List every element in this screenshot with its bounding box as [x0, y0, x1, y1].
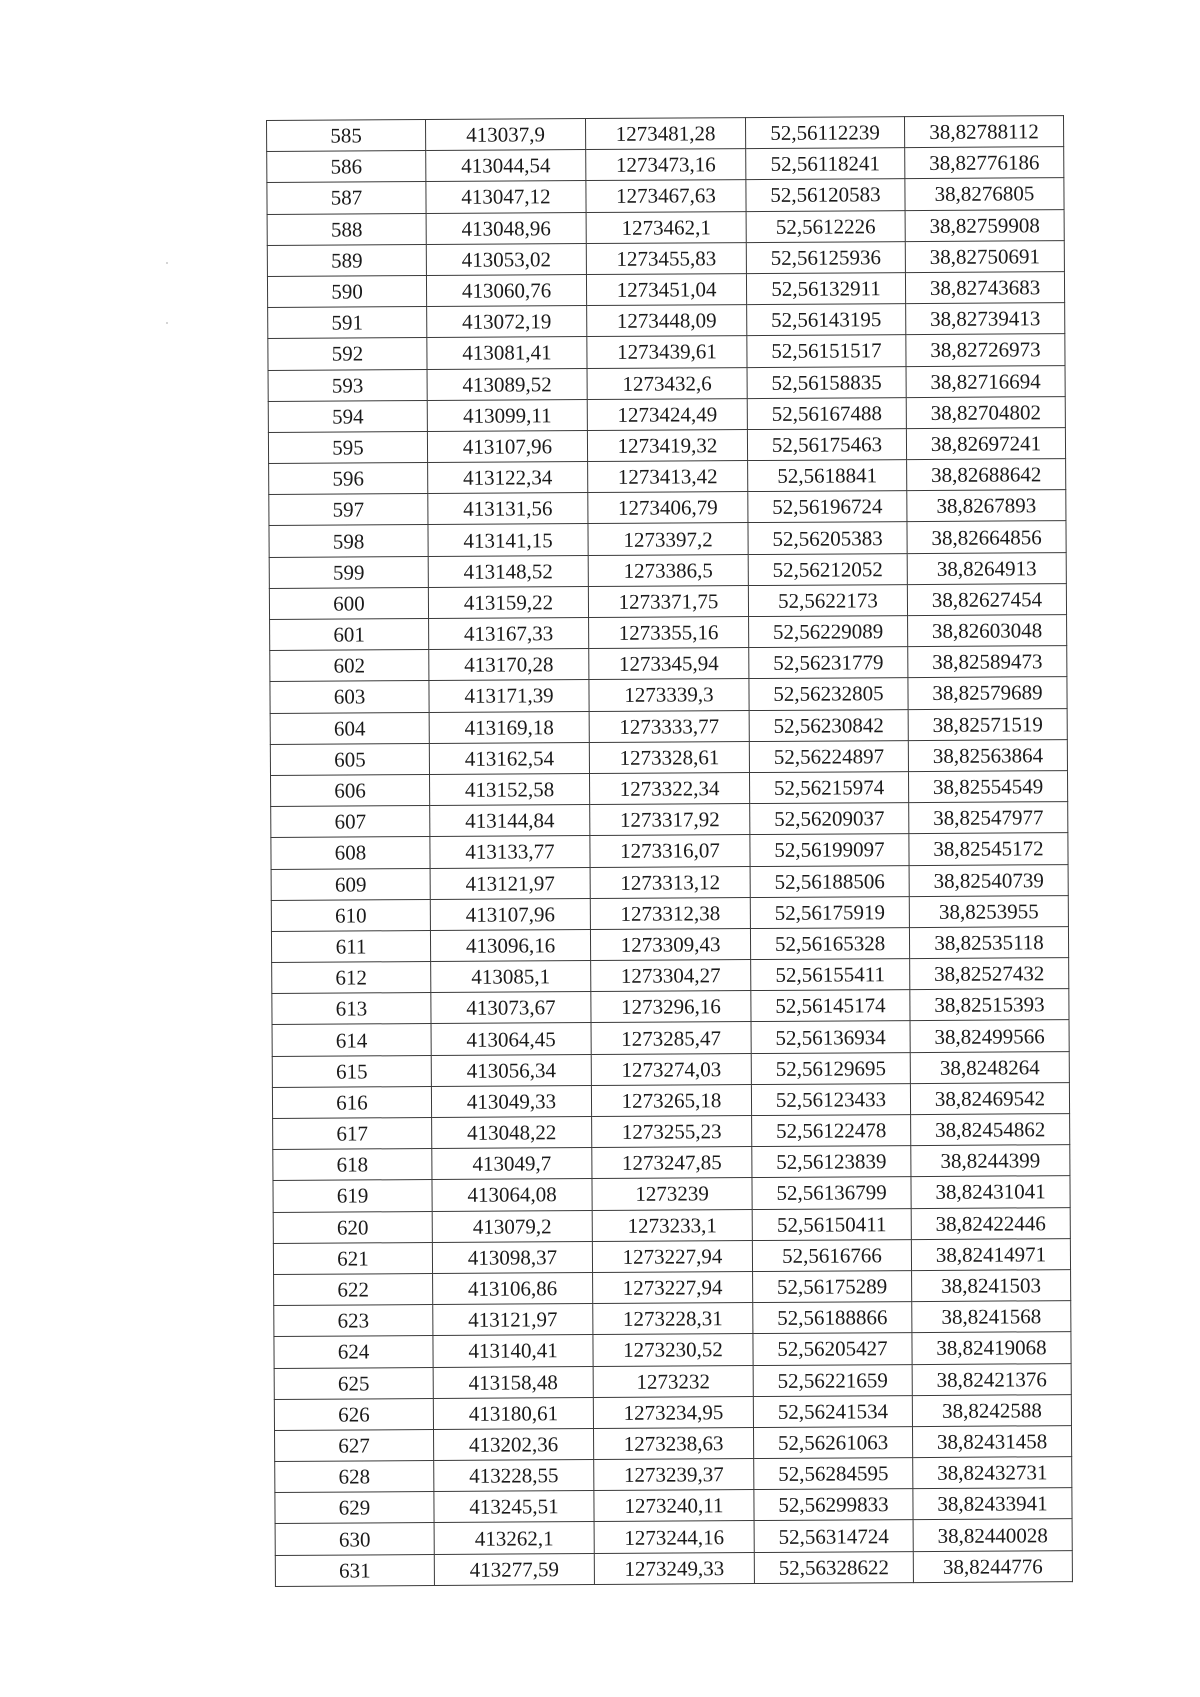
x-coordinate-cell: 413121,97: [433, 1304, 593, 1336]
latitude-cell: 52,56215974: [749, 772, 908, 804]
table-row: [267, 272, 1064, 308]
x-coordinate-cell: 413152,58: [430, 773, 590, 805]
x-coordinate-cell: 413107,96: [430, 898, 590, 930]
y-coordinate-cell: 1273333,77: [589, 710, 749, 742]
longitude-cell: 38,82688642: [907, 459, 1066, 491]
point-number-cell: 621: [273, 1242, 432, 1274]
table-row: [272, 1051, 1069, 1087]
point-number-cell: 622: [274, 1273, 433, 1305]
y-coordinate-cell: 1273309,43: [590, 928, 750, 960]
x-coordinate-cell: 413073,67: [431, 992, 591, 1024]
y-coordinate-cell: 1273238,63: [593, 1427, 753, 1459]
longitude-cell: 38,8244399: [911, 1145, 1070, 1177]
x-coordinate-cell: 413096,16: [430, 929, 590, 961]
point-number-cell: 616: [272, 1086, 431, 1118]
table-row: [267, 147, 1064, 183]
longitude-cell: 38,8244776: [913, 1550, 1072, 1582]
y-coordinate-cell: 1273285,47: [591, 1022, 751, 1054]
longitude-cell: 38,82515393: [910, 989, 1069, 1021]
latitude-cell: 52,56261063: [753, 1426, 912, 1458]
x-coordinate-cell: 413047,12: [426, 181, 586, 213]
x-coordinate-cell: 413245,51: [434, 1491, 594, 1523]
longitude-cell: 38,82571519: [908, 708, 1067, 740]
table-row: [271, 895, 1068, 931]
y-coordinate-cell: 1273322,34: [589, 772, 749, 804]
x-coordinate-cell: 413049,7: [432, 1148, 592, 1180]
latitude-cell: 52,56112239: [745, 117, 904, 149]
longitude-cell: 38,82469542: [910, 1082, 1069, 1114]
point-number-cell: 623: [274, 1305, 433, 1337]
table-row: [269, 490, 1066, 526]
latitude-cell: 52,56205383: [748, 522, 907, 554]
latitude-cell: 52,56145174: [751, 990, 910, 1022]
longitude-cell: 38,82554549: [908, 771, 1067, 803]
point-number-cell: 602: [270, 650, 429, 682]
point-number-cell: 611: [271, 930, 430, 962]
y-coordinate-cell: 1273424,49: [587, 398, 747, 430]
longitude-cell: 38,82716694: [906, 365, 1065, 397]
x-coordinate-cell: 413107,96: [427, 430, 587, 462]
longitude-cell: 38,8248264: [910, 1051, 1069, 1083]
table-row: [270, 615, 1067, 651]
table-row: [273, 1114, 1070, 1150]
scan-speck: [166, 322, 168, 324]
y-coordinate-cell: 1273397,2: [588, 523, 748, 555]
table-row: [273, 1238, 1070, 1274]
longitude-cell: 38,82535118: [909, 926, 1068, 958]
latitude-cell: 52,56196724: [748, 491, 907, 523]
point-number-cell: 608: [271, 837, 430, 869]
longitude-cell: 38,82603048: [908, 615, 1067, 647]
table-row: [275, 1457, 1072, 1493]
y-coordinate-cell: 1273406,79: [588, 492, 748, 524]
longitude-cell: 38,82527432: [910, 958, 1069, 990]
point-number-cell: 629: [275, 1492, 434, 1524]
latitude-cell: 52,56136799: [752, 1177, 911, 1209]
table-row: [272, 958, 1069, 994]
longitude-cell: 38,82422446: [911, 1207, 1070, 1239]
latitude-cell: 52,56167488: [747, 397, 906, 429]
table-row: [268, 334, 1065, 370]
table-row: [275, 1488, 1072, 1524]
point-number-cell: 610: [271, 899, 430, 931]
table-row: [267, 178, 1064, 214]
x-coordinate-cell: 413167,33: [429, 618, 589, 650]
latitude-cell: 52,56123433: [751, 1083, 910, 1115]
table-row: [274, 1394, 1071, 1430]
x-coordinate-cell: 413148,52: [428, 555, 588, 587]
y-coordinate-cell: 1273355,16: [589, 617, 749, 649]
point-number-cell: 587: [267, 182, 426, 214]
table-row: [271, 802, 1068, 838]
table-row: [273, 1207, 1070, 1243]
table-row: [272, 1082, 1069, 1118]
y-coordinate-cell: 1273234,95: [593, 1396, 753, 1428]
table-row: [268, 365, 1065, 401]
longitude-cell: 38,8242588: [912, 1394, 1071, 1426]
latitude-cell: 52,56221659: [753, 1364, 912, 1396]
longitude-cell: 38,8267893: [907, 490, 1066, 522]
point-number-cell: 601: [270, 619, 429, 651]
table-row: [267, 209, 1064, 245]
y-coordinate-cell: 1273239,37: [594, 1459, 754, 1491]
point-number-cell: 599: [269, 556, 428, 588]
table-row: [271, 864, 1068, 900]
point-number-cell: 595: [268, 431, 427, 463]
x-coordinate-cell: 413048,96: [426, 212, 586, 244]
table-row: [273, 1145, 1070, 1181]
table-row: [268, 427, 1065, 463]
latitude-cell: 52,56212052: [748, 553, 907, 585]
coordinates-table: [266, 115, 1073, 1587]
x-coordinate-cell: 413098,37: [432, 1241, 592, 1273]
table-row: [274, 1363, 1071, 1399]
x-coordinate-cell: 413099,11: [427, 399, 587, 431]
table-row: [268, 396, 1065, 432]
y-coordinate-cell: 1273304,27: [591, 960, 751, 992]
x-coordinate-cell: 413048,22: [432, 1117, 592, 1149]
longitude-cell: 38,82627454: [907, 583, 1066, 615]
x-coordinate-cell: 413081,41: [427, 337, 587, 369]
y-coordinate-cell: 1273328,61: [589, 741, 749, 773]
latitude-cell: 52,56143195: [747, 304, 906, 336]
point-number-cell: 594: [268, 400, 427, 432]
table-row: [269, 583, 1066, 619]
point-number-cell: 585: [267, 120, 426, 152]
y-coordinate-cell: 1273481,28: [585, 118, 745, 150]
x-coordinate-cell: 413072,19: [427, 306, 587, 338]
coordinates-table-body: [267, 116, 1073, 1587]
y-coordinate-cell: 1273313,12: [590, 866, 750, 898]
x-coordinate-cell: 413121,97: [430, 867, 590, 899]
x-coordinate-cell: 413049,33: [431, 1085, 591, 1117]
y-coordinate-cell: 1273239: [592, 1178, 752, 1210]
latitude-cell: 52,56314724: [754, 1520, 913, 1552]
point-number-cell: 603: [270, 681, 429, 713]
table-row: [269, 521, 1066, 557]
longitude-cell: 38,82579689: [908, 677, 1067, 709]
latitude-cell: 52,56188866: [753, 1302, 912, 1334]
point-number-cell: 628: [275, 1461, 434, 1493]
y-coordinate-cell: 1273232: [593, 1365, 753, 1397]
latitude-cell: 52,56175919: [750, 896, 909, 928]
longitude-cell: 38,8276805: [905, 178, 1064, 210]
point-number-cell: 588: [267, 213, 426, 245]
latitude-cell: 52,56241534: [753, 1395, 912, 1427]
latitude-cell: 52,56150411: [752, 1208, 911, 1240]
y-coordinate-cell: 1273227,94: [593, 1271, 753, 1303]
y-coordinate-cell: 1273317,92: [590, 804, 750, 836]
point-number-cell: 613: [272, 993, 431, 1025]
latitude-cell: 52,56230842: [749, 709, 908, 741]
y-coordinate-cell: 1273371,75: [588, 585, 748, 617]
table-row: [271, 926, 1068, 962]
x-coordinate-cell: 413106,86: [433, 1272, 593, 1304]
y-coordinate-cell: 1273244,16: [594, 1521, 754, 1553]
latitude-cell: 52,56284595: [754, 1458, 913, 1490]
y-coordinate-cell: 1273247,85: [592, 1147, 752, 1179]
point-number-cell: 604: [270, 712, 429, 744]
table-row: [270, 646, 1067, 682]
y-coordinate-cell: 1273227,94: [592, 1240, 752, 1272]
longitude-cell: 38,8241568: [912, 1301, 1071, 1333]
table-row: [271, 771, 1068, 807]
point-number-cell: 631: [275, 1554, 434, 1586]
longitude-cell: 38,82432731: [913, 1457, 1072, 1489]
x-coordinate-cell: 413131,56: [428, 493, 588, 525]
table-row: [272, 989, 1069, 1025]
y-coordinate-cell: 1273316,07: [590, 835, 750, 867]
y-coordinate-cell: 1273296,16: [591, 991, 751, 1023]
latitude-cell: 52,5612226: [746, 210, 905, 242]
y-coordinate-cell: 1273255,23: [592, 1116, 752, 1148]
table-row: [275, 1425, 1072, 1461]
x-coordinate-cell: 413277,59: [434, 1553, 594, 1585]
latitude-cell: 52,56205427: [753, 1333, 912, 1365]
y-coordinate-cell: 1273240,11: [594, 1490, 754, 1522]
longitude-cell: 38,82739413: [906, 303, 1065, 335]
latitude-cell: 52,56136934: [751, 1021, 910, 1053]
latitude-cell: 52,5622173: [748, 584, 907, 616]
latitude-cell: 52,5616766: [752, 1239, 911, 1271]
longitude-cell: 38,82759908: [905, 209, 1064, 241]
y-coordinate-cell: 1273233,1: [592, 1209, 752, 1241]
point-number-cell: 606: [271, 774, 430, 806]
x-coordinate-cell: 413056,34: [431, 1054, 591, 1086]
x-coordinate-cell: 413044,54: [426, 150, 586, 182]
x-coordinate-cell: 413170,28: [429, 649, 589, 681]
longitude-cell: 38,82419068: [912, 1332, 1071, 1364]
y-coordinate-cell: 1273312,38: [590, 897, 750, 929]
y-coordinate-cell: 1273249,33: [594, 1552, 754, 1584]
point-number-cell: 596: [269, 463, 428, 495]
point-number-cell: 609: [271, 868, 430, 900]
point-number-cell: 598: [269, 525, 428, 557]
latitude-cell: 52,56120583: [746, 179, 905, 211]
y-coordinate-cell: 1273448,09: [587, 305, 747, 337]
table-row: [267, 116, 1064, 152]
x-coordinate-cell: 413228,55: [434, 1460, 594, 1492]
y-coordinate-cell: 1273228,31: [593, 1303, 753, 1335]
table-row: [275, 1519, 1072, 1555]
point-number-cell: 617: [273, 1118, 432, 1150]
table-row: [275, 1550, 1072, 1586]
table-row: [269, 552, 1066, 588]
point-number-cell: 620: [273, 1211, 432, 1243]
x-coordinate-cell: 413162,54: [429, 742, 589, 774]
latitude-cell: 52,56175289: [753, 1271, 912, 1303]
longitude-cell: 38,82414971: [911, 1238, 1070, 1270]
point-number-cell: 625: [274, 1367, 433, 1399]
latitude-cell: 52,56123839: [752, 1146, 911, 1178]
latitude-cell: 52,56328622: [754, 1551, 913, 1583]
y-coordinate-cell: 1273345,94: [589, 648, 749, 680]
y-coordinate-cell: 1273462,1: [586, 211, 746, 243]
point-number-cell: 590: [267, 275, 426, 307]
point-number-cell: 591: [268, 307, 427, 339]
table-row: [268, 303, 1065, 339]
scan-speck: [166, 262, 168, 264]
point-number-cell: 618: [273, 1149, 432, 1181]
point-number-cell: 589: [267, 244, 426, 276]
longitude-cell: 38,82547977: [909, 802, 1068, 834]
x-coordinate-cell: 413064,45: [431, 1023, 591, 1055]
longitude-cell: 38,82433941: [913, 1488, 1072, 1520]
y-coordinate-cell: 1273467,63: [586, 180, 746, 212]
longitude-cell: 38,82421376: [912, 1363, 1071, 1395]
y-coordinate-cell: 1273439,61: [587, 336, 747, 368]
x-coordinate-cell: 413133,77: [430, 836, 590, 868]
longitude-cell: 38,82788112: [904, 116, 1063, 148]
longitude-cell: 38,82664856: [907, 521, 1066, 553]
latitude-cell: 52,56224897: [749, 740, 908, 772]
longitude-cell: 38,82545172: [909, 833, 1068, 865]
longitude-cell: 38,82589473: [908, 646, 1067, 678]
longitude-cell: 38,8264913: [907, 552, 1066, 584]
y-coordinate-cell: 1273386,5: [588, 554, 748, 586]
y-coordinate-cell: 1273274,03: [591, 1053, 751, 1085]
x-coordinate-cell: 413202,36: [434, 1428, 594, 1460]
y-coordinate-cell: 1273265,18: [591, 1084, 751, 1116]
longitude-cell: 38,82431458: [912, 1425, 1071, 1457]
point-number-cell: 619: [273, 1180, 432, 1212]
point-number-cell: 597: [269, 494, 428, 526]
latitude-cell: 52,56188506: [750, 865, 909, 897]
latitude-cell: 52,56151517: [747, 335, 906, 367]
x-coordinate-cell: 413140,41: [433, 1335, 593, 1367]
table-row: [270, 708, 1067, 744]
point-number-cell: 586: [267, 151, 426, 183]
latitude-cell: 52,56129695: [751, 1052, 910, 1084]
x-coordinate-cell: 413141,15: [428, 524, 588, 556]
point-number-cell: 627: [275, 1429, 434, 1461]
y-coordinate-cell: 1273339,3: [589, 679, 749, 711]
table-row: [274, 1270, 1071, 1306]
latitude-cell: 52,56175463: [747, 428, 906, 460]
x-coordinate-cell: 413089,52: [427, 368, 587, 400]
x-coordinate-cell: 413037,9: [426, 119, 586, 151]
x-coordinate-cell: 413262,1: [434, 1522, 594, 1554]
latitude-cell: 52,56199097: [750, 834, 909, 866]
longitude-cell: 38,82440028: [913, 1519, 1072, 1551]
x-coordinate-cell: 413060,76: [426, 274, 586, 306]
latitude-cell: 52,56229089: [749, 616, 908, 648]
latitude-cell: 52,56125936: [746, 241, 905, 273]
x-coordinate-cell: 413079,2: [432, 1210, 592, 1242]
y-coordinate-cell: 1273432,6: [587, 367, 747, 399]
point-number-cell: 614: [272, 1024, 431, 1056]
table-row: [270, 677, 1067, 713]
table-row: [267, 240, 1064, 276]
table-row: [271, 833, 1068, 869]
x-coordinate-cell: 413169,18: [429, 711, 589, 743]
latitude-cell: 52,56165328: [750, 927, 909, 959]
table-row: [272, 1020, 1069, 1056]
y-coordinate-cell: 1273473,16: [586, 149, 746, 181]
y-coordinate-cell: 1273451,04: [586, 274, 746, 306]
x-coordinate-cell: 413122,34: [428, 462, 588, 494]
x-coordinate-cell: 413053,02: [426, 243, 586, 275]
table-row: [274, 1301, 1071, 1337]
y-coordinate-cell: 1273419,32: [587, 429, 747, 461]
point-number-cell: 624: [274, 1336, 433, 1368]
point-number-cell: 605: [270, 743, 429, 775]
latitude-cell: 52,56209037: [750, 803, 909, 835]
x-coordinate-cell: 413159,22: [428, 586, 588, 618]
y-coordinate-cell: 1273230,52: [593, 1334, 753, 1366]
latitude-cell: 52,5618841: [748, 460, 907, 492]
y-coordinate-cell: 1273413,42: [588, 461, 748, 493]
table-row: [273, 1176, 1070, 1212]
table-row: [269, 459, 1066, 495]
point-number-cell: 592: [268, 338, 427, 370]
y-coordinate-cell: 1273455,83: [586, 242, 746, 274]
longitude-cell: 38,82431041: [911, 1176, 1070, 1208]
latitude-cell: 52,56299833: [754, 1489, 913, 1521]
latitude-cell: 52,56132911: [746, 273, 905, 305]
longitude-cell: 38,82726973: [906, 334, 1065, 366]
point-number-cell: 607: [271, 806, 430, 838]
latitude-cell: 52,56232805: [749, 678, 908, 710]
x-coordinate-cell: 413180,61: [433, 1397, 593, 1429]
longitude-cell: 38,82454862: [911, 1114, 1070, 1146]
longitude-cell: 38,82499566: [910, 1020, 1069, 1052]
longitude-cell: 38,8253955: [909, 895, 1068, 927]
table-row: [274, 1332, 1071, 1368]
point-number-cell: 600: [269, 587, 428, 619]
point-number-cell: 626: [274, 1398, 433, 1430]
point-number-cell: 615: [272, 1055, 431, 1087]
table-row: [270, 739, 1067, 775]
latitude-cell: 52,56122478: [752, 1115, 911, 1147]
latitude-cell: 52,56118241: [746, 148, 905, 180]
longitude-cell: 38,8241503: [912, 1270, 1071, 1302]
latitude-cell: 52,56231779: [749, 647, 908, 679]
latitude-cell: 52,56158835: [747, 366, 906, 398]
point-number-cell: 593: [268, 369, 427, 401]
x-coordinate-cell: 413158,48: [433, 1366, 593, 1398]
longitude-cell: 38,82540739: [909, 864, 1068, 896]
longitude-cell: 38,82697241: [906, 427, 1065, 459]
x-coordinate-cell: 413085,1: [431, 961, 591, 993]
x-coordinate-cell: 413144,84: [430, 805, 590, 837]
point-number-cell: 630: [275, 1523, 434, 1555]
x-coordinate-cell: 413064,08: [432, 1179, 592, 1211]
longitude-cell: 38,82776186: [905, 147, 1064, 179]
latitude-cell: 52,56155411: [751, 959, 910, 991]
longitude-cell: 38,82563864: [908, 739, 1067, 771]
longitude-cell: 38,82743683: [905, 272, 1064, 304]
longitude-cell: 38,82704802: [906, 396, 1065, 428]
longitude-cell: 38,82750691: [905, 240, 1064, 272]
point-number-cell: 612: [272, 962, 431, 994]
x-coordinate-cell: 413171,39: [429, 680, 589, 712]
